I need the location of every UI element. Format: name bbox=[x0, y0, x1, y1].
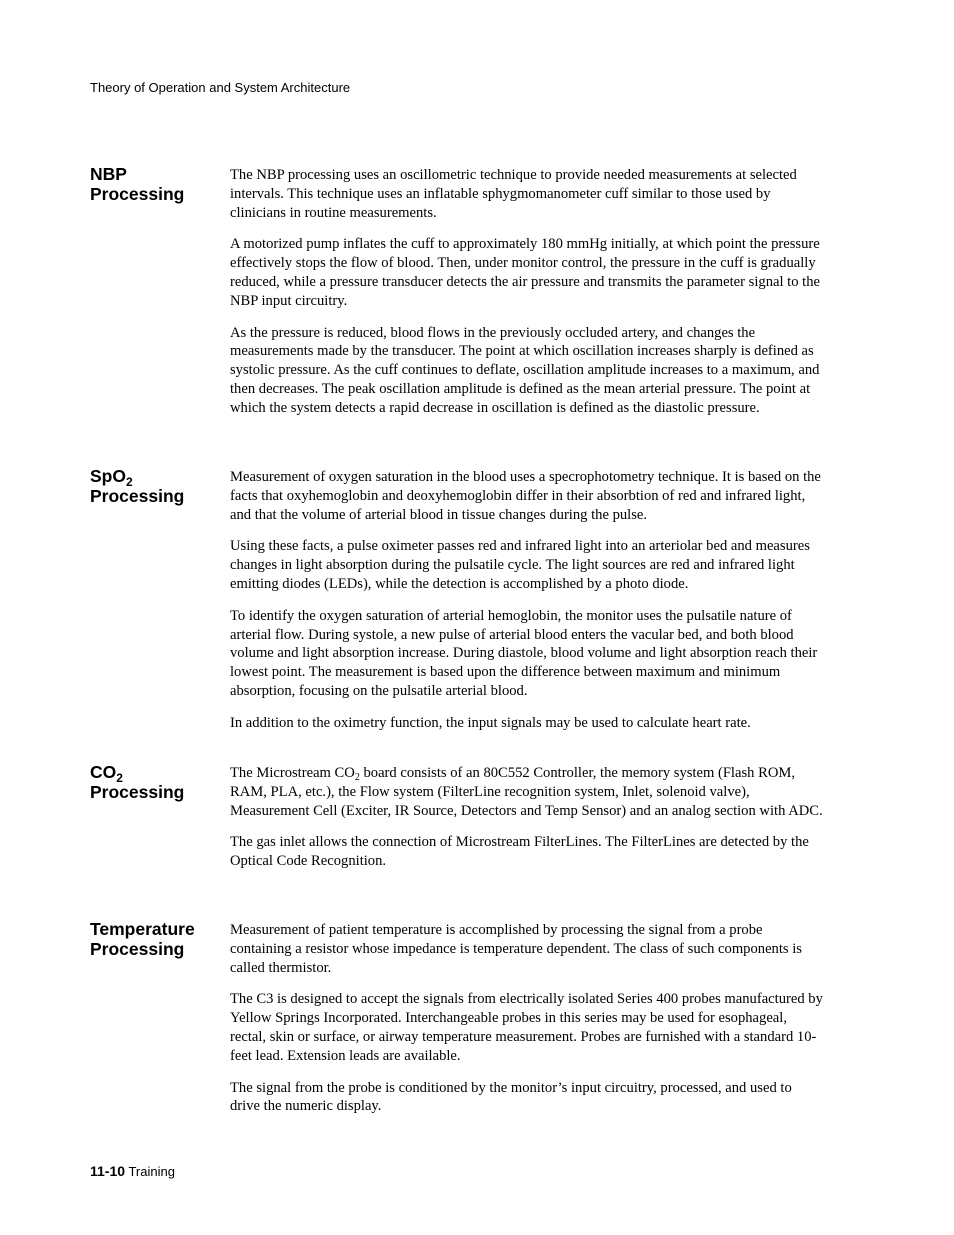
heading-line: $CO_2$ bbox=[90, 762, 123, 785]
paragraph: The Microstream $CO_2$ board consists of an 80C552 Controller, the memory system (Flash ROM, RAM, PLA, etc.), the Flow system (FilterLine recognition system, Inlet, solenoid valve), Measurement Cell (Exciter, IR Source, Detectors and Temp Sensor) and an analog section with ADC. bbox=[230, 765, 823, 819]
paragraph: The gas inlet allows the connection of Microstream FilterLines. The FilterLines are detected by the Optical Code Recognition. bbox=[230, 834, 809, 870]
page-number: 11-10 bbox=[90, 1163, 126, 1179]
heading-line: Processing bbox=[90, 486, 185, 506]
section-body bbox=[230, 764, 825, 884]
paragraph: In addition to the oximetry function, the input signals may be used to calculate heart rate. bbox=[230, 714, 751, 731]
paragraph: The NBP processing uses an oscillometric technique to provide needed measurements at selected intervals. This technique uses an inflatable sphygmomanometer cuff similar to those used by clinicians in routine measurements. bbox=[230, 167, 797, 221]
heading-line: Processing bbox=[90, 782, 185, 802]
paragraph: To identify the oxygen saturation of arterial hemoglobin, the monitor uses the pulsatile nature of arterial flow. During systole, a new pulse of arterial blood enters the vacular bed, and both blood volume and light absorption increase. During diastole, blood volume and light absorption reach their lowest point. The measurement is based upon the difference between maximum and minimum absorption, focusing on the pulsatile arterial blood. bbox=[230, 607, 818, 699]
paragraph: Measurement of patient temperature is accomplished by processing the signal from a probe containing a resistor whose impedance is temperature dependent. The class of such components is called thermistor. bbox=[230, 922, 802, 976]
paragraph: The signal from the probe is conditioned by the monitor’s input circuitry, processed, and used to drive the numeric display. bbox=[230, 1079, 792, 1115]
paragraph: The C3 is designed to accept the signals from electrically isolated Series 400 probes manufactured by Yellow Springs Incorporated. Interchangeable probes in this series may be used for esophageal, rectal, skin or surface, or airway temperature measurement. Probes are furnished with a standard 10-feet lead. Extension leads are available. bbox=[230, 991, 823, 1064]
section-body bbox=[230, 921, 825, 1129]
paragraph: A motorized pump inflates the cuff to approximately 180 mmHg initially, at which point the pressure effectively stops the flow of blood. Then, under monitor control, the pressure in the cuff is gradually reduced, while a pressure transducer detects the air pressure and transmits the parameter signal to the NBP input circuitry. bbox=[230, 236, 821, 309]
footer-label: Training bbox=[128, 1164, 175, 1179]
paragraph: As the pressure is reduced, blood flows in the previously occluded artery, and changes the measurements made by the transducer. The point at which oscillation increases sharply is defined as systolic pressure. As the cuff continues to deflate, oscillation amplitude increases to a maximum, and then decreases. The peak oscillation amplitude is defined as the mean arterial pressure. The point at which the system detects a rapid decrease in oscillation is defined as the diastolic pressure. bbox=[230, 324, 820, 416]
heading-line: SpO$_2$ bbox=[90, 466, 133, 489]
section-heading bbox=[90, 762, 225, 802]
heading-line: NBP bbox=[90, 164, 127, 184]
section-heading bbox=[90, 466, 225, 506]
heading-line: Processing bbox=[90, 184, 185, 204]
section-heading bbox=[90, 164, 225, 204]
page-footer bbox=[90, 1163, 175, 1179]
heading-line: Processing bbox=[90, 939, 185, 959]
running-header: Theory of Operation and System Architecture bbox=[90, 80, 351, 95]
section-heading bbox=[90, 919, 225, 959]
section-body bbox=[230, 468, 825, 746]
heading-line: Temperature bbox=[90, 919, 195, 939]
paragraph: Measurement of oxygen saturation in the blood uses a specrophotometry technique. It is based on the facts that oxyhemoglobin and deoxyhemoglobin differ in their absorbtion of red and infrared light, and that the volume of arterial blood in tissue changes during the pulse. bbox=[230, 469, 821, 523]
paragraph: Using these facts, a pulse oximeter passes red and infrared light into an arteriolar bed and measures changes in light absorption during the pulsatile cycle. The light sources are red and infrared light emitting diodes (LEDs), while the detection is accomplished by a photo diode. bbox=[230, 538, 810, 592]
section-body bbox=[230, 166, 825, 431]
